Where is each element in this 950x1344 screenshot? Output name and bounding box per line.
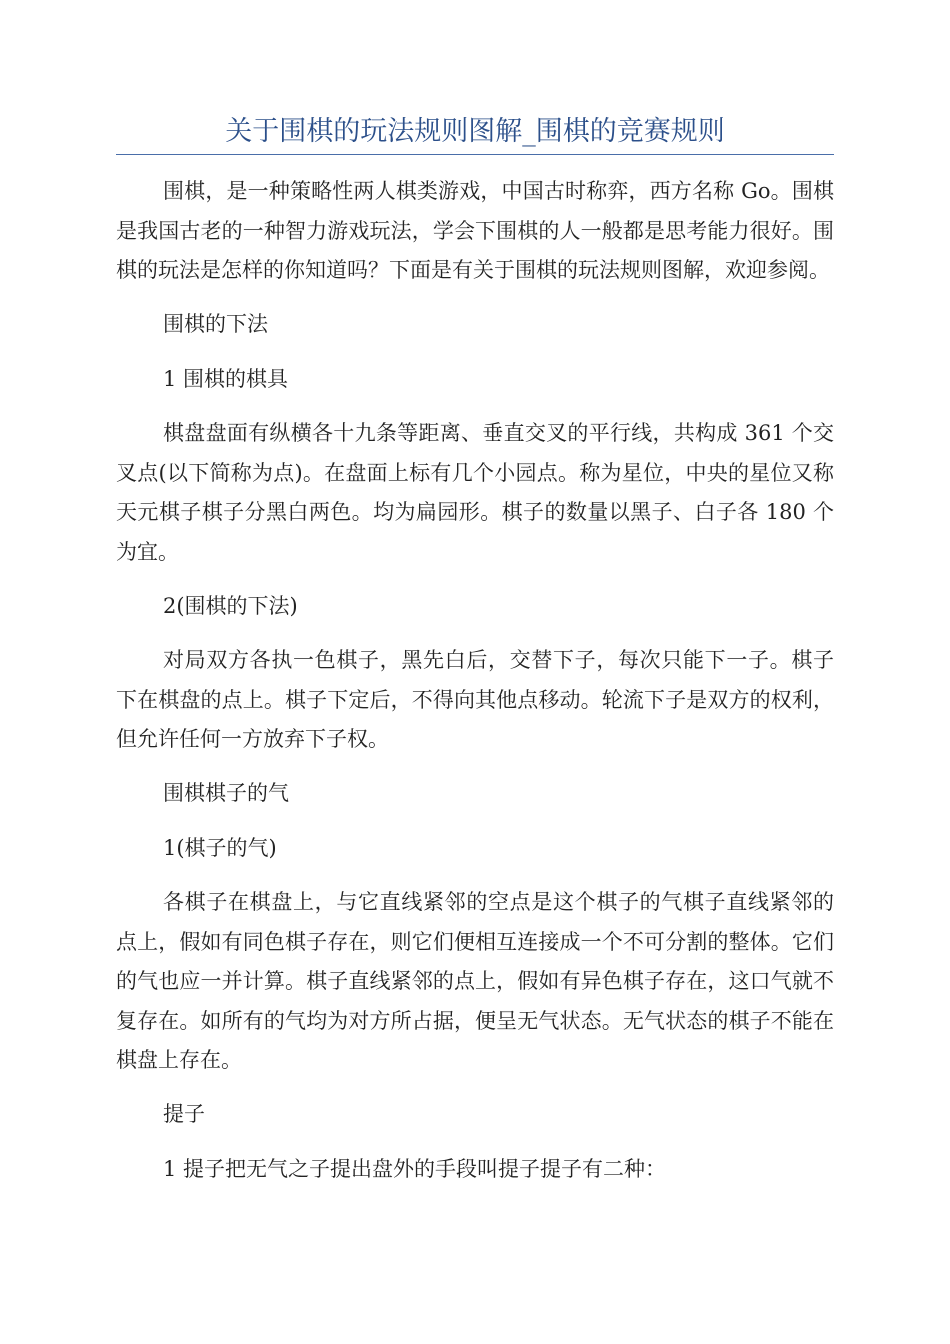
section-heading-play: 围棋的下法	[163, 312, 268, 336]
section-heading-capture: 提子	[163, 1102, 205, 1126]
play-method-paragraph: 对局双方各执一色棋子，黑先白后，交替下子，每次只能下一子。棋子下在棋盘的点上。棋子下定后，不得向其他点移动。轮流下子是双方的权利，但允许任何一方放弃下子权。	[116, 648, 834, 751]
subheading-equipment: 1 围棋的棋具	[163, 366, 289, 391]
capture-paragraph: 1 提子把无气之子提出盘外的手段叫提子提子有二种：	[163, 1156, 667, 1181]
section-heading-liberty: 围棋棋子的气	[163, 781, 289, 805]
subheading-liberty: 1(棋子的气)	[163, 835, 277, 860]
intro-paragraph: 围棋，是一种策略性两人棋类游戏，中国古时称弈，西方名称 Go。围棋是我国古老的一种智力游戏玩法，学会下围棋的人一般都是思考能力很好。围棋的玩法是怎样的你知道吗？下面是有关于围棋的玩法规则图解，欢迎参阅。	[116, 179, 834, 282]
title-underline	[116, 154, 834, 155]
equipment-paragraph: 棋盘盘面有纵横各十九条等距离、垂直交叉的平行线，共构成 361 个交叉点(以下简称为点)。在盘面上标有几个小园点。称为星位，中央的星位又称天元棋子棋子分黑白两色。均为扁园形。棋子的数量以黑子、白子各 180 个为宜。	[116, 421, 834, 564]
subheading-play-method: 2(围棋的下法)	[163, 593, 298, 618]
liberty-paragraph: 各棋子在棋盘上，与它直线紧邻的空点是这个棋子的气棋子直线紧邻的点上，假如有同色棋子存在，则它们便相互连接成一个不可分割的整体。它们的气也应一并计算。棋子直线紧邻的点上，假如有异色棋子存在，这口气就不复存在。如所有的气均为对方所占据，便呈无气状态。无气状态的棋子不能在棋盘上存在。	[116, 890, 834, 1072]
document-title: 关于围棋的玩法规则图解_围棋的竞赛规则	[225, 116, 725, 147]
document-body	[116, 172, 834, 1204]
